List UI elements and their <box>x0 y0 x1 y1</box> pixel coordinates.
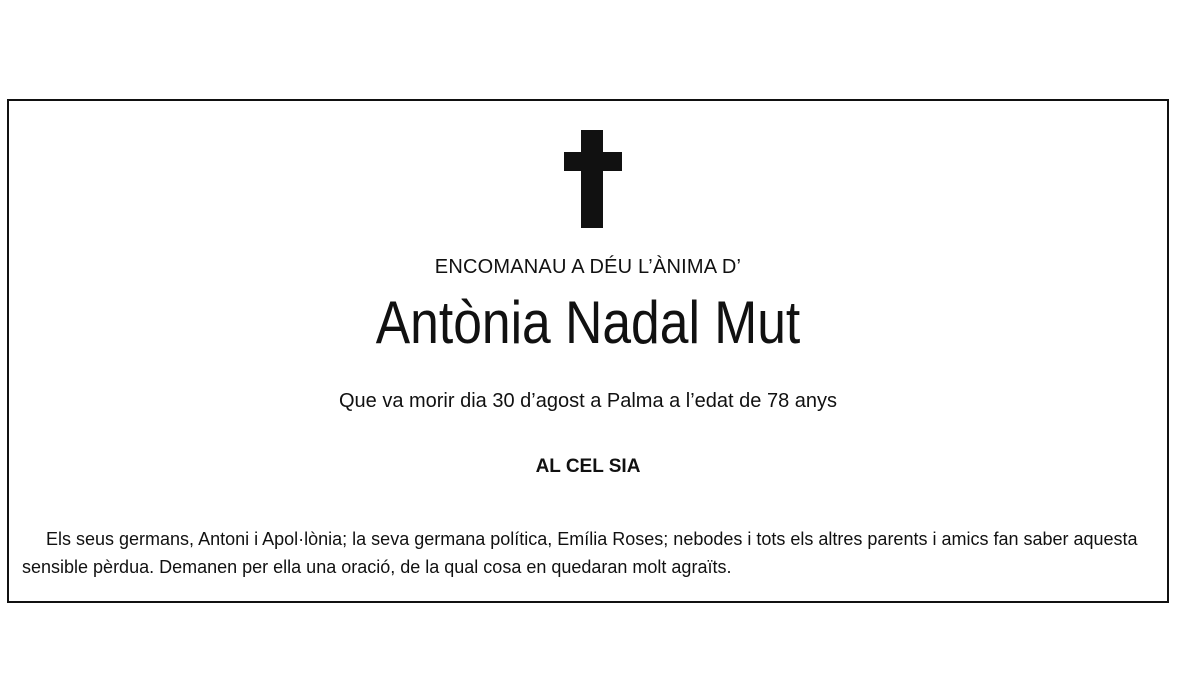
intro-heading: ENCOMANAU A DÉU L’ÀNIMA D’ <box>434 256 742 278</box>
cross-vertical-bar <box>581 130 603 228</box>
family-message: Els seus germans, Antoni i Apol·lònia; la seva germana política, Emília Roses; nebodes i tots els altres parents i amics fan saber aquesta sensible pèrdua. Demanen per ella una oració, de la qual cosa en quedaran molt agraïts. <box>22 529 1138 577</box>
closing-phrase: AL CEL SIA <box>535 456 641 477</box>
obituary-notice <box>7 99 1169 603</box>
cross-icon <box>564 130 622 228</box>
death-details: Que va morir dia 30 d’agost a Palma a l’edat de 78 anys <box>338 390 838 412</box>
cross-horizontal-bar <box>564 152 622 171</box>
deceased-name: Antònia Nadal Mut <box>375 289 801 356</box>
